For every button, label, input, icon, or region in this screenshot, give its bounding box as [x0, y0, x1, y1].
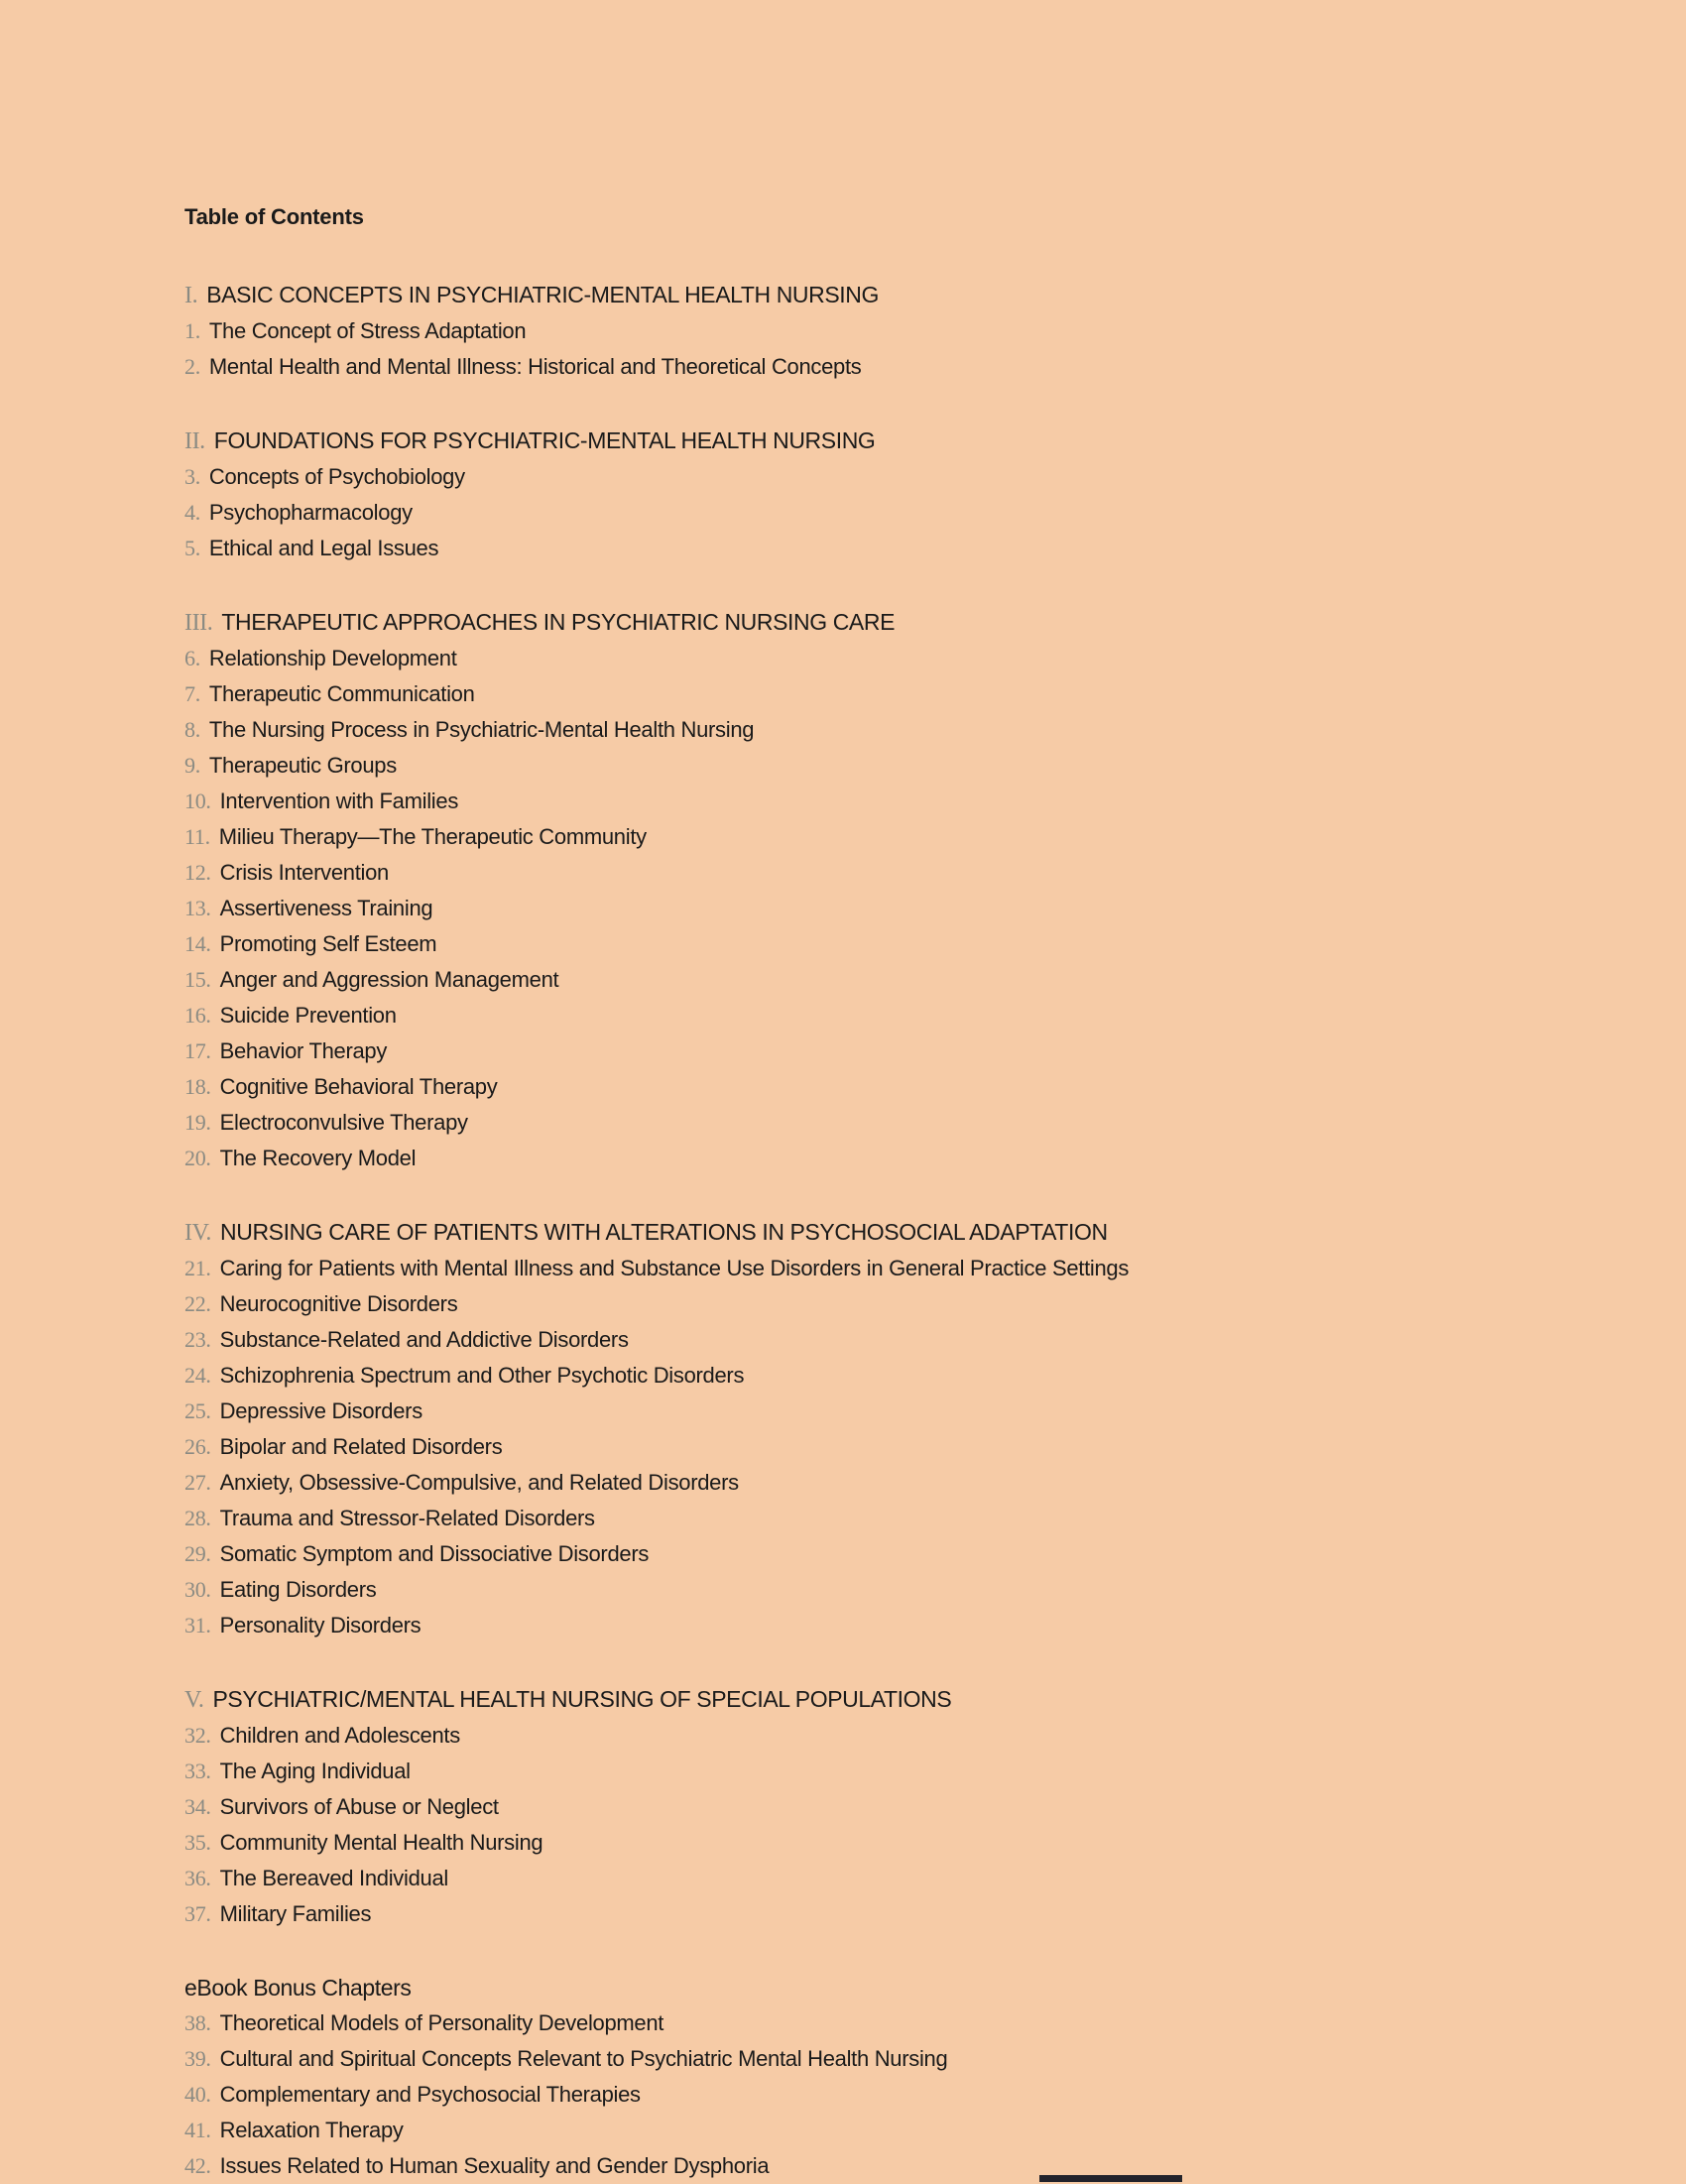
toc-section	[184, 604, 1577, 1176]
toc-section-heading[interactable]	[184, 423, 1577, 459]
chapter-title: Cultural and Spiritual Concepts Relevant to Psychiatric Mental Health Nursing	[219, 2046, 948, 2071]
chapter-number: 8.	[184, 717, 200, 742]
chapter-title: Cognitive Behavioral Therapy	[219, 1074, 498, 1099]
chapter-number: 42.	[184, 2153, 211, 2178]
chapter-title: Theoretical Models of Personality Development	[219, 2010, 664, 2035]
chapter-title: Anger and Aggression Management	[219, 967, 559, 992]
toc-chapter-entry[interactable]	[184, 1286, 1577, 1322]
chapter-number: 33.	[184, 1759, 211, 1783]
toc-chapter-entry[interactable]	[184, 855, 1577, 891]
chapter-title: Therapeutic Communication	[208, 681, 475, 706]
chapter-title: Electroconvulsive Therapy	[219, 1110, 468, 1135]
chapter-title: Anxiety, Obsessive-Compulsive, and Related Disorders	[219, 1470, 739, 1495]
toc-chapter-entry[interactable]	[184, 349, 1577, 385]
toc-chapter-entry[interactable]	[184, 531, 1577, 566]
chapter-title: The Aging Individual	[219, 1759, 411, 1783]
toc-chapter-entry[interactable]	[184, 2077, 1577, 2113]
chapter-title: Military Families	[219, 1901, 372, 1926]
chapter-number: 22.	[184, 1291, 211, 1316]
chapter-title: Relationship Development	[208, 646, 457, 670]
chapter-title: Behavior Therapy	[219, 1038, 388, 1063]
chapter-number: 15.	[184, 967, 211, 992]
toc-chapter-entry[interactable]	[184, 1069, 1577, 1105]
chapter-title: The Nursing Process in Psychiatric-Mental Health Nursing	[208, 717, 755, 742]
toc-chapter-entry[interactable]	[184, 2041, 1577, 2077]
toc-section	[184, 277, 1577, 385]
chapter-number: 21.	[184, 1256, 211, 1280]
section-number: V.	[184, 1687, 204, 1713]
toc-chapter-entry[interactable]	[184, 1825, 1577, 1861]
chapter-number: 5.	[184, 536, 200, 560]
chapter-title: Children and Adolescents	[219, 1723, 460, 1748]
section-title: THERAPEUTIC APPROACHES IN PSYCHIATRIC NURSING CARE	[221, 609, 896, 635]
section-number: II.	[184, 428, 205, 454]
chapter-number: 37.	[184, 1901, 211, 1926]
toc-chapter-entry[interactable]	[184, 2113, 1577, 2148]
toc-chapter-entry[interactable]	[184, 2148, 1577, 2184]
section-title: NURSING CARE OF PATIENTS WITH ALTERATIONS IN PSYCHOSOCIAL ADAPTATION	[220, 1219, 1108, 1245]
toc-chapter-entry[interactable]	[184, 1861, 1577, 1896]
cutoff-artifact	[1039, 2175, 1182, 2182]
chapter-number: 28.	[184, 1506, 211, 1530]
toc-chapter-entry[interactable]	[184, 819, 1577, 855]
chapter-number: 10.	[184, 789, 211, 813]
section-title: PSYCHIATRIC/MENTAL HEALTH NURSING OF SPECIAL POPULATIONS	[212, 1686, 952, 1712]
chapter-title: Therapeutic Groups	[208, 753, 397, 778]
chapter-title: Personality Disorders	[219, 1613, 422, 1638]
toc-section-heading[interactable]	[184, 1214, 1577, 1251]
chapter-number: 36.	[184, 1866, 211, 1890]
toc-chapter-entry[interactable]	[184, 1141, 1577, 1176]
toc-chapter-entry[interactable]	[184, 998, 1577, 1033]
chapter-title: Survivors of Abuse or Neglect	[219, 1794, 499, 1819]
chapter-number: 16.	[184, 1003, 211, 1028]
toc-chapter-entry[interactable]	[184, 1033, 1577, 1069]
chapter-number: 27.	[184, 1470, 211, 1495]
toc-section	[184, 423, 1577, 566]
chapter-list	[184, 459, 1577, 566]
chapter-title: Ethical and Legal Issues	[208, 536, 439, 560]
chapter-number: 26.	[184, 1434, 211, 1459]
chapter-title: Intervention with Families	[219, 789, 459, 813]
chapter-title: Mental Health and Mental Illness: Historical and Theoretical Concepts	[208, 354, 862, 379]
toc-chapter-entry[interactable]	[184, 676, 1577, 712]
chapter-number: 6.	[184, 646, 200, 670]
chapter-title: Psychopharmacology	[208, 500, 413, 525]
chapter-title: Crisis Intervention	[219, 860, 389, 885]
toc-chapter-entry[interactable]	[184, 891, 1577, 926]
toc-chapter-entry[interactable]	[184, 1718, 1577, 1754]
chapter-title: Issues Related to Human Sexuality and Gender Dysphoria	[219, 2153, 770, 2178]
chapter-number: 30.	[184, 1577, 211, 1602]
chapter-title: Substance-Related and Addictive Disorders	[219, 1327, 629, 1352]
chapter-list	[184, 313, 1577, 385]
toc-chapter-entry[interactable]	[184, 712, 1577, 748]
chapter-number: 19.	[184, 1110, 211, 1135]
chapter-number: 12.	[184, 860, 211, 885]
chapter-number: 23.	[184, 1327, 211, 1352]
chapter-number: 17.	[184, 1038, 211, 1063]
chapter-title: Depressive Disorders	[219, 1398, 422, 1423]
chapter-number: 35.	[184, 1830, 211, 1855]
chapter-number: 39.	[184, 2046, 211, 2071]
chapter-title: Community Mental Health Nursing	[219, 1830, 543, 1855]
toc-chapter-entry[interactable]	[184, 784, 1577, 819]
chapter-number: 25.	[184, 1398, 211, 1423]
toc-section-heading[interactable]	[184, 1970, 1577, 2005]
chapter-number: 3.	[184, 464, 200, 489]
toc-chapter-entry[interactable]	[184, 1105, 1577, 1141]
chapter-title: The Recovery Model	[219, 1146, 417, 1170]
chapter-title: Neurocognitive Disorders	[219, 1291, 458, 1316]
toc-chapter-entry[interactable]	[184, 1394, 1577, 1429]
toc-section	[184, 1970, 1577, 2184]
page-title: Table of Contents	[184, 204, 364, 229]
chapter-title: Complementary and Psychosocial Therapies	[219, 2082, 641, 2107]
toc-chapter-entry[interactable]	[184, 1465, 1577, 1501]
chapter-number: 9.	[184, 753, 200, 778]
chapter-title: Relaxation Therapy	[219, 2118, 404, 2142]
section-number: III.	[184, 610, 213, 636]
section-title: FOUNDATIONS FOR PSYCHIATRIC-MENTAL HEALTH NURSING	[213, 427, 876, 453]
toc-sections	[184, 277, 1577, 2184]
section-number: IV.	[184, 1220, 212, 1246]
chapter-title: Somatic Symptom and Dissociative Disorders	[219, 1541, 650, 1566]
chapter-number: 4.	[184, 500, 200, 525]
toc-chapter-entry[interactable]	[184, 2005, 1577, 2041]
chapter-list	[184, 641, 1577, 1176]
chapter-title: Bipolar and Related Disorders	[219, 1434, 503, 1459]
chapter-number: 11.	[184, 824, 210, 849]
chapter-number: 13.	[184, 896, 211, 920]
toc-chapter-entry[interactable]	[184, 1322, 1577, 1358]
chapter-title: Caring for Patients with Mental Illness and Substance Use Disorders in General Practice Settings	[219, 1256, 1130, 1280]
toc-section-heading[interactable]	[184, 604, 1577, 641]
section-title: BASIC CONCEPTS IN PSYCHIATRIC-MENTAL HEALTH NURSING	[206, 282, 879, 307]
toc-chapter-entry[interactable]	[184, 1501, 1577, 1536]
toc-chapter-entry[interactable]	[184, 1572, 1577, 1608]
toc-chapter-entry[interactable]	[184, 748, 1577, 784]
toc-chapter-entry[interactable]	[184, 459, 1577, 495]
chapter-number: 20.	[184, 1146, 211, 1170]
chapter-title: Assertiveness Training	[219, 896, 433, 920]
toc-chapter-entry[interactable]	[184, 1754, 1577, 1789]
chapter-title: Promoting Self Esteem	[219, 931, 437, 956]
chapter-number: 40.	[184, 2082, 211, 2107]
toc-chapter-entry[interactable]	[184, 1536, 1577, 1572]
chapter-number: 41.	[184, 2118, 211, 2142]
toc-chapter-entry[interactable]	[184, 1358, 1577, 1394]
toc-chapter-entry[interactable]	[184, 1896, 1577, 1932]
chapter-title: Concepts of Psychobiology	[208, 464, 465, 489]
chapter-number: 34.	[184, 1794, 211, 1819]
chapter-number: 29.	[184, 1541, 211, 1566]
toc-chapter-entry[interactable]	[184, 1251, 1577, 1286]
chapter-number: 38.	[184, 2010, 211, 2035]
chapter-number: 7.	[184, 681, 200, 706]
toc-section-heading[interactable]	[184, 277, 1577, 313]
chapter-list	[184, 1718, 1577, 1932]
chapter-number: 24.	[184, 1363, 211, 1388]
chapter-number: 31.	[184, 1613, 211, 1638]
section-title: eBook Bonus Chapters	[184, 1975, 412, 2001]
toc-chapter-entry[interactable]	[184, 962, 1577, 998]
chapter-list	[184, 2005, 1577, 2184]
toc-chapter-entry[interactable]	[184, 1608, 1577, 1643]
toc-section	[184, 1214, 1577, 1643]
chapter-title: Suicide Prevention	[219, 1003, 397, 1028]
chapter-number: 1.	[184, 318, 200, 343]
chapter-number: 14.	[184, 931, 211, 956]
chapter-list	[184, 1251, 1577, 1643]
toc-chapter-entry[interactable]	[184, 926, 1577, 962]
section-number: I.	[184, 283, 198, 308]
toc-chapter-entry[interactable]	[184, 1789, 1577, 1825]
chapter-title: Milieu Therapy—The Therapeutic Community	[218, 824, 647, 849]
chapter-title: The Concept of Stress Adaptation	[208, 318, 527, 343]
chapter-title: The Bereaved Individual	[219, 1866, 448, 1890]
toc-section-heading[interactable]	[184, 1681, 1577, 1718]
chapter-number: 2.	[184, 354, 200, 379]
toc-section	[184, 1681, 1577, 1932]
chapter-title: Trauma and Stressor-Related Disorders	[219, 1506, 595, 1530]
chapter-number: 18.	[184, 1074, 211, 1099]
chapter-title: Schizophrenia Spectrum and Other Psychotic Disorders	[219, 1363, 745, 1388]
toc-chapter-entry[interactable]	[184, 1429, 1577, 1465]
toc-chapter-entry[interactable]	[184, 495, 1577, 531]
chapter-number: 32.	[184, 1723, 211, 1748]
toc-chapter-entry[interactable]	[184, 641, 1577, 676]
chapter-title: Eating Disorders	[219, 1577, 377, 1602]
toc-chapter-entry[interactable]	[184, 313, 1577, 349]
